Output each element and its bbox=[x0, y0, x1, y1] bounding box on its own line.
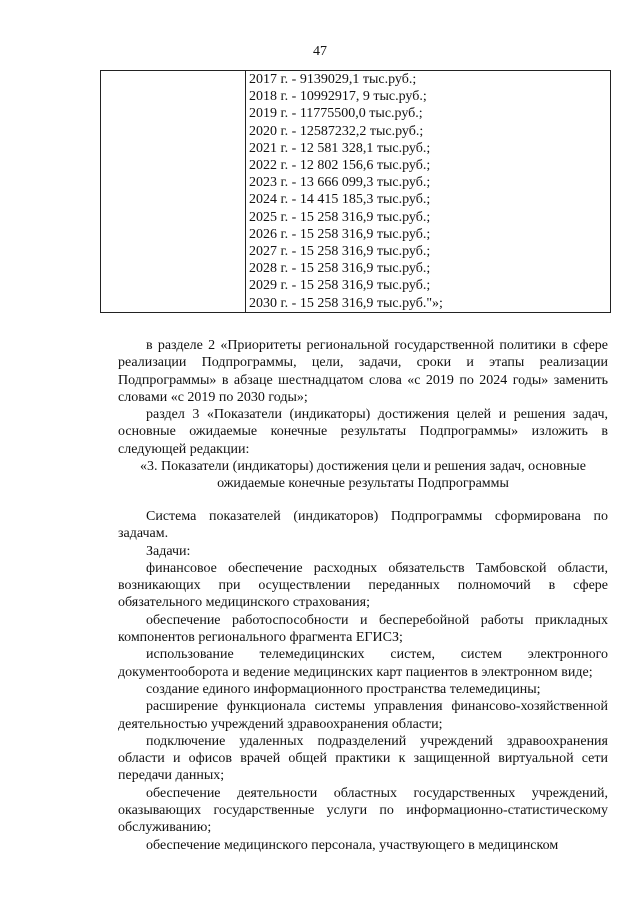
funding-line-2029: 2029 г. - 15 258 316,9 тыс.руб.; bbox=[249, 278, 431, 294]
funding-table-values-cell bbox=[246, 71, 611, 313]
paragraph-task-medical-staff: обеспечение медицинского персонала, участвующего в медицинском bbox=[146, 837, 559, 853]
funding-line-2028: 2028 г. - 15 258 316,9 тыс.руб.; bbox=[249, 261, 431, 277]
paragraph-section-2: в разделе 2 «Приоритеты региональной государственной политики в сфере реализации Подпрограммы, цели, задачи, сроки и этапы реализации Подпрограммы» в абзаце шестнадцатом слова «с 2019 по 2024 годы» заменить словами «с 2019 по 2030 годы»; bbox=[118, 338, 608, 405]
funding-line-2018: 2018 г. - 10992917, 9 тыс.руб.; bbox=[249, 89, 427, 105]
paragraph-task-statistics: обеспечение деятельности областных государственных учреждений, оказывающих государственные услуги по информационно-статистическому обслуживанию; bbox=[118, 785, 608, 836]
funding-line-2027: 2027 г. - 15 258 316,9 тыс.руб.; bbox=[249, 244, 431, 260]
paragraph-task-egisz: обеспечение работоспособности и бесперебойной работы прикладных компонентов регионального фрагмента ЕГИСЗ; bbox=[118, 612, 608, 646]
paragraph-task-vpn: подключение удаленных подразделений учреждений здравоохранения области и офисов врачей общей практики к защищенной виртуальной сети передачи данных; bbox=[118, 733, 608, 784]
paragraph-tasks-label: Задачи: bbox=[146, 543, 191, 559]
funding-line-2021: 2021 г. - 12 581 328,1 тыс.руб.; bbox=[249, 140, 431, 156]
section-2-amendment bbox=[118, 337, 608, 406]
funding-line-2023: 2023 г. - 13 666 099,3 тыс.руб.; bbox=[249, 175, 431, 191]
funding-line-2024: 2024 г. - 14 415 185,3 тыс.руб.; bbox=[249, 192, 431, 208]
paragraph-task-telemedicine-systems: использование телемедицинских систем, систем электронного документооборота и ведение медицинских карт пациентов в электронном виде; bbox=[118, 647, 608, 680]
section-3-heading-block bbox=[118, 458, 608, 493]
funding-line-2030: 2030 г. - 15 258 316,9 тыс.руб."»; bbox=[249, 295, 443, 311]
page-number: 47 bbox=[313, 44, 327, 59]
funding-line-2017: 2017 г. - 9139029,1 тыс.руб.; bbox=[249, 72, 417, 87]
funding-line-2026: 2026 г. - 15 258 316,9 тыс.руб.; bbox=[249, 226, 431, 242]
funding-table bbox=[100, 70, 611, 313]
funding-line-2019: 2019 г. - 11775500,0 тыс.руб.; bbox=[249, 106, 423, 122]
paragraph-system-indicators: Система показателей (индикаторов) Подпрограммы сформирована по задачам. bbox=[118, 509, 608, 542]
indicators-body bbox=[118, 508, 608, 854]
funding-line-2022: 2022 г. - 12 802 156,6 тыс.руб.; bbox=[249, 158, 431, 174]
funding-line-2025: 2025 г. - 15 258 316,9 тыс.руб.; bbox=[249, 209, 431, 225]
paragraph-section-3: раздел 3 «Показатели (индикаторы) достижения целей и решения задач, основные ожидаемые конечные результаты Подпрограммы» изложить в следующей редакции: bbox=[118, 407, 608, 457]
funding-table-label-cell bbox=[101, 71, 246, 313]
section-3-amendment bbox=[118, 406, 608, 458]
paragraph-task-finance-system: расширение функционала системы управления финансово-хозяйственной деятельностью учреждений здравоохранения области; bbox=[118, 699, 608, 732]
paragraph-task-financial: финансовое обеспечение расходных обязательств Тамбовской области, возникающих при осуществлении переданных полномочий в сфере обязательного медицинского страхования; bbox=[118, 560, 608, 611]
section-3-heading: «3. Показатели (индикаторы) достижения цели и решения задач, основные ожидаемые конечные результаты Подпрограммы bbox=[140, 459, 586, 492]
funding-line-2020: 2020 г. - 12587232,2 тыс.руб.; bbox=[249, 123, 424, 139]
paragraph-task-telemedicine-space: создание единого информационного пространства телемедицины; bbox=[146, 681, 541, 697]
